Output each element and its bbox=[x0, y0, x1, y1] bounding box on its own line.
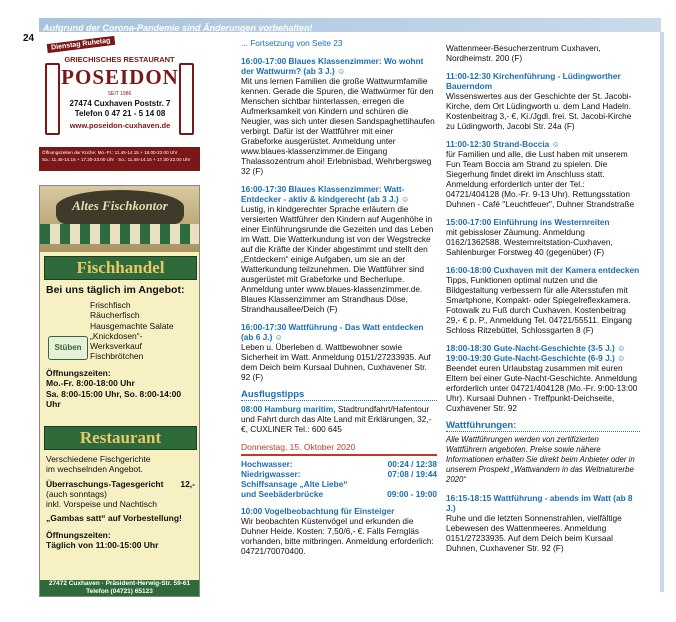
event-title: 16:15-18:15 Wattführung - abends im Watt (ab 8 J.) bbox=[446, 493, 633, 513]
banner-text: Aufgrund der Corona-Pandemie sind Änderungen vorbehalten! bbox=[43, 23, 313, 33]
list-item: Hausgemachte Salate bbox=[90, 320, 174, 331]
list-item: Räucherfisch bbox=[90, 310, 140, 321]
event-title: 15:00-17:00 Einführung ins Westernreiten bbox=[446, 217, 610, 227]
daily-dish bbox=[46, 479, 195, 489]
right-column bbox=[446, 43, 640, 561]
restaurant-hours-label: Öffnungszeiten: bbox=[46, 529, 111, 540]
event-body: Lustig, in kindgerechter Sprache erläutern die versierten Wattführer den Kindern auf Augenhöhe in einer Einführungsrunde die Gezeiten und das Leben im Watt. Die Watterkundung ist von der Wegstrecke auf die Kräfte der Kinder abgestimmt und stellt den „Entdeckern“ einige Aufgaben, um sie an der Watterkundung teilzunehmen. Die Wattführer sind ausgerüstet mit Grabeforke und Becherlupe. Anmeldung unter www.blaues-klassenzimmer.de. Blaues Klassenzimmer am Strandhaus Döse, Strandhausallee/Deich (F) bbox=[241, 204, 434, 314]
fischkontor-address: 27472 Cuxhaven · Präsident-Herwig-Str. 59-61 bbox=[48, 580, 191, 587]
event-title: 16:00-18:00 Cuxhaven mit der Kamera entdecken bbox=[446, 265, 640, 275]
day-heading: Donnerstag, 15. Oktober 2020 bbox=[241, 442, 356, 452]
watt-info: Alle Wattführungen werden von zertifizierten Wattführern angeboten. Preise sowie nähere Informationen erhalten Sie direkt beim Anbieter oder in unserem Prospekt „Wattwandern in das Weltnaturerbe 2020“ bbox=[446, 435, 635, 484]
event-body: Tipps, Funktionen optimal nutzen und die Bildgestaltung verbessern für alle Altersstufen mit Smartphone, Kompakt- oder Spiegelreflexkamera. Fotowalk zu Fuß durch Cuxhaven. Kostenbeitrag 29,- € p. P., Anmeldung Tel. 04721/55511. Eingang Schloss Ritzebüttel, Schlossgarten 8 (F) bbox=[446, 275, 632, 335]
poseidon-contact bbox=[59, 99, 181, 118]
tide-label: Niedrigwasser: bbox=[241, 469, 301, 479]
ship-announcement bbox=[241, 479, 437, 499]
header-banner bbox=[39, 18, 661, 32]
restaurant-line: im wechselnden Angebot. bbox=[46, 464, 143, 475]
event-body: Wissenswertes aus der Geschichte der St. Jacobi-Kirche, dem Ort Lüdingworth u. dem Land Hadeln. Kostenbeitrag 3,- €, Ki./Jgdl. frei. St. Jacobi-Kirche zu Lüdingworth, Jacobi Str. 24a (F) bbox=[446, 91, 632, 131]
poseidon-subtitle: GRIECHISCHES RESTAURANT bbox=[64, 55, 175, 64]
fischkontor-phone: Telefon (04721) 65123 bbox=[86, 588, 153, 595]
restaurant-info bbox=[46, 454, 195, 550]
event-title: 16:00-17:30 Wattführung - Das Watt entdecken (ab 6 J.) ☺ bbox=[241, 322, 424, 342]
poseidon-website[interactable]: www.poseidon-cuxhaven.de bbox=[69, 121, 171, 130]
poseidon-hours-1: Öffnungszeiten der Küche: Mo.-Fr.: 11.45-14.15 + 18.00-23.00 Uhr bbox=[42, 150, 178, 155]
tide-value: 07:08 / 19:44 bbox=[387, 469, 437, 479]
list-item: Werksverkauf bbox=[90, 341, 142, 352]
tide-high bbox=[241, 459, 437, 469]
day-section bbox=[241, 442, 437, 499]
fischhandel-heading: Fischhandel bbox=[44, 256, 197, 280]
stueben-logo: Stüben bbox=[48, 336, 88, 360]
fischkontor-ad bbox=[39, 185, 200, 597]
event-western-riding bbox=[446, 217, 640, 257]
list-item: Frischfisch bbox=[90, 300, 131, 310]
tip-hamburg bbox=[241, 404, 437, 434]
event-church-tour bbox=[446, 71, 640, 131]
daily-dish-price: 12,- bbox=[180, 478, 195, 489]
gambas-offer: „Gambas satt“ auf Vorbestellung! bbox=[46, 513, 182, 524]
daily-dish-label: Überraschungs-Tagesgericht bbox=[46, 478, 164, 489]
shop-awning bbox=[40, 224, 199, 244]
event-body: Ruhe und die letzten Sonnenstrahlen, vielfältige Lebewesen des Wattenmeeres. Anmeldung 0151/27233935. Auf dem Deich beim Kursaal Duhnen, Cuxhavener Str. 92 (F) bbox=[446, 513, 622, 553]
list-item: „Knickdosen“- bbox=[90, 330, 143, 341]
poseidon-ad bbox=[39, 37, 200, 171]
event-watt-worm bbox=[241, 56, 437, 176]
tide-label: Hochwasser: bbox=[241, 459, 293, 469]
poseidon-hours bbox=[39, 147, 200, 171]
event-body: für Familien und alle, die Lust haben mit unserem Fun Team Boccia am Strand zu spielen. Die Siegerhung findet direkt im Anschluss statt. Anmeldung erforderlich unter der Tel.: 04721/404128 (Mo.-Fr. 9-13 Uhr). Rettungsstation Duhnen - Café "Leuchtfeuer", Duhner Strandstraße bbox=[446, 149, 635, 209]
event-title: 16:00-17:00 Blaues Klassenzimmer: Wo wohnt der Wattwurm? (ab 3 J.) ☺ bbox=[241, 56, 424, 76]
continuation-note: ... Fortsetzung von Seite 23 bbox=[241, 38, 343, 48]
event-title: 18:00-18:30 Gute-Nacht-Geschichte (3-5 J.) ☺ 19:00-19:30 Gute-Nacht-Geschichte (6-9 J.) ☺ bbox=[446, 343, 626, 363]
shop-hours-label: Öffnungszeiten: bbox=[46, 368, 111, 378]
shop-sign-text: Altes Fischkontor bbox=[72, 198, 168, 213]
event-bedtime-story bbox=[446, 343, 640, 413]
event-title: 16:00-17:30 Blaues Klassenzimmer: Watt-Entdecker - aktiv & kindgerecht (ab 3 J.) ☺ bbox=[241, 184, 410, 204]
restaurant-line: (auch sonntags) bbox=[46, 488, 107, 499]
right-border bbox=[660, 32, 664, 592]
event-body: Wir beobachten Küstenvögel und erkunden die Duhner Heide. Kosten: 7,50/6,- €. Falls Ferngläs vorhanden, bitte mitbringen. Anmeldung erforderlich: 04721/70070400. bbox=[241, 516, 434, 556]
event-title: 11:00-12:30 Kirchenführung - Lüdingworther Bauerndom bbox=[446, 71, 621, 91]
event-watt-discover bbox=[241, 322, 437, 382]
ship-label: Schiffsansage „Alte Liebe“ und Seebäderbrücke bbox=[241, 479, 348, 499]
poseidon-since: SEIT 1986 bbox=[107, 91, 132, 97]
middle-column bbox=[241, 38, 437, 564]
restaurant-line: Verschiedene Fischgerichte bbox=[46, 454, 151, 464]
event-title: 11:00-12:30 Strand-Boccia ☺ bbox=[446, 139, 561, 149]
daily-offer-heading: Bei uns täglich im Angebot: bbox=[46, 284, 185, 296]
restaurant-line: inkl. Vorspeise und Nachtisch bbox=[46, 499, 158, 510]
shop-hours bbox=[46, 368, 195, 409]
restaurant-hours: Täglich von 11:00-15:00 Uhr bbox=[46, 540, 159, 551]
tide-value: 00:24 / 12:38 bbox=[387, 459, 437, 469]
shop-hours-weekday: Mo.-Fr. 8:00-18:00 Uhr bbox=[46, 378, 135, 389]
event-title: 10:00 Vogelbeobachtung für Einsteiger bbox=[241, 506, 395, 516]
event-body: Beendet euren Urlaubstag zusammen mit euren Eltern bei einer Gute-Nacht-Geschichte. Anmeldung erforderlich unter 04721/404128 (Mo.-Fr. 9:00-13:00 Uhr). Kursaal Duhnen - Treffpunkt-Deichseite, Cuxhavener Str. 92 bbox=[446, 363, 638, 413]
poseidon-phone: Telefon 0 47 21 - 5 14 08 bbox=[74, 108, 166, 118]
event-camera bbox=[446, 265, 640, 335]
page-number: 24 bbox=[23, 33, 35, 44]
section-heading-watt: Wattführungen: bbox=[446, 421, 640, 432]
event-watt-entdecker bbox=[241, 184, 437, 314]
event-body: mit gebissloser Zäumung. Anmeldung 0162/1362588. Westernreitstation-Cuxhaven, Sahlenburger Forstweg 40 (gegenüber) (F) bbox=[446, 227, 613, 257]
product-list bbox=[90, 300, 196, 362]
divider bbox=[241, 454, 437, 456]
ship-value: 09:00 - 19:00 bbox=[387, 489, 437, 499]
poseidon-address: 27474 Cuxhaven Poststr. 7 bbox=[69, 99, 171, 108]
list-item: Fischbrötchen bbox=[90, 351, 144, 362]
tip-lead: 08:00 Hamburg maritim, bbox=[241, 404, 336, 414]
tip-body: Stadtrundfahrt/Hafentour und Fahrt durch das Alte Land mit Erklärungen, 32,- €, CUXLINER Tel.: 600 645 bbox=[241, 404, 432, 434]
event-location: Wattenmeer-Besucherzentrum Cuxhaven, Nordheimstr. 200 (F) bbox=[446, 43, 601, 63]
restaurant-heading: Restaurant bbox=[44, 426, 197, 450]
event-birdwatching bbox=[241, 506, 437, 556]
shop-photo bbox=[40, 186, 199, 252]
event-body: Mit uns lernen Familien die große Wattwurmfamilie kennen. Gerade die Spuren, die Wattwürmer für den Menschen sichtbar hinterlassen, erregen die Aufmerksamkeit von Kindern und schüren die Neugier, was sich unter diesen Sandspaghettihaufen verbirgt. Dafür ist der Wattführer mit einer Grabeforke ausgerüstet. Anmeldung unter www.blaues-klassenzimmer.de Eingang Thalassozentrum ahoi! Erlebnisbad, Wehrbergsweg 32 (F) bbox=[241, 76, 435, 176]
fischkontor-footer bbox=[40, 580, 199, 596]
poseidon-name: POSEIDON bbox=[61, 65, 179, 89]
section-heading-tips: Ausflugstipps bbox=[241, 390, 437, 401]
event-boccia bbox=[446, 139, 640, 209]
event-evening-watt bbox=[446, 493, 640, 553]
closed-day-tag: Dienstag Ruhetag bbox=[47, 36, 115, 53]
tide-low bbox=[241, 469, 437, 479]
poseidon-hours-2: Sa.: 11.45-14.15 + 17.30-23.00 Uhr · So.: 11.45-14.15 + 17.30-22.00 Uhr bbox=[42, 157, 191, 162]
shop-hours-weekend: Sa. 8:00-15:00 Uhr, So. 8:00-14:00 Uhr bbox=[46, 388, 182, 409]
event-body: Leben u. Überleben d. Wattbewohner sowie Sicherheit im Watt. Anmeldung 0151/27233935. Auf dem Deich beim Kursaal Duhnen, Cuxhavener Str. 92 (F) bbox=[241, 342, 431, 382]
